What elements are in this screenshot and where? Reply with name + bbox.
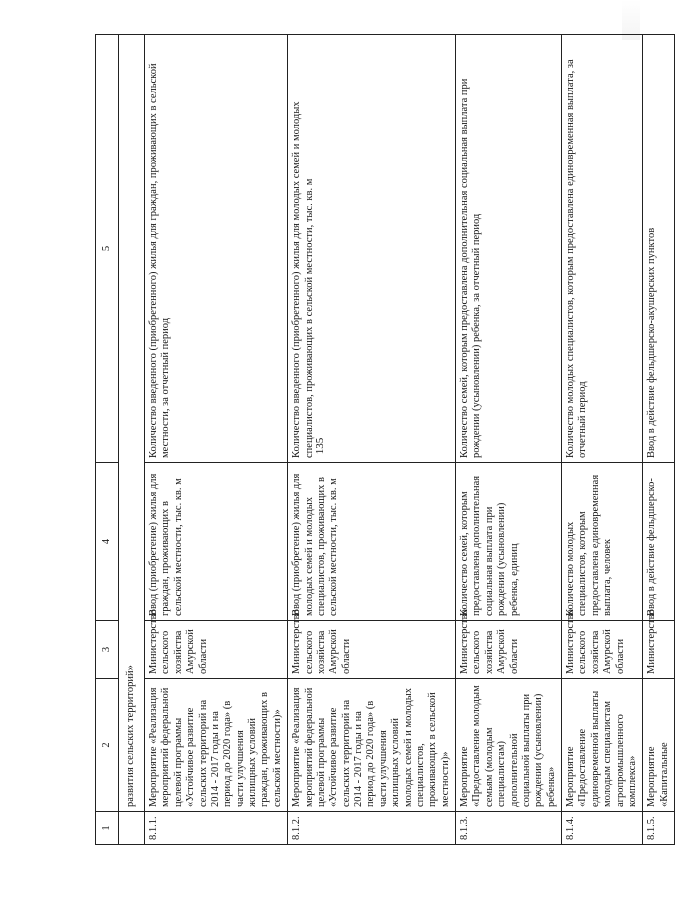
row-number: 8.1.5. [643, 812, 675, 845]
executor-cell: Министерство сельского хозяйства Амурской области [562, 621, 643, 679]
method-cell: Количество введенного (приобретенного) жилья для граждан, проживающих в сельской местности, за отчетный период [145, 35, 288, 463]
indicator-cell: Ввод (приобретение) жилья для граждан, проживающих в сельской местности, тыс. кв. м [145, 463, 288, 621]
executor-cell: Министерство [643, 621, 675, 679]
column-header-3: 3 [96, 621, 119, 679]
executor-cell: Министерство сельского хозяйства Амурской области [456, 621, 562, 679]
event-cell: Мероприятие «Реализация мероприятий федеральной целевой программы «Устойчивое развитие сельских территорий на 2014 - 2017 годы и на период до 2020 года» (в части улучшения жилищных условий граждан, проживающих в сельской местности)» [145, 679, 288, 812]
table-row [643, 35, 675, 845]
header-row [96, 35, 119, 845]
column-header-5: 5 [96, 35, 119, 463]
page-number: 135 [314, 437, 326, 455]
executor-cell: Министерство сельского хозяйства Амурской области [288, 621, 456, 679]
column-header-1: 1 [96, 812, 119, 845]
section-title: развития сельских территорий» [119, 35, 145, 812]
method-cell: Количество молодых специалистов, которым предоставлена единовременная выплата, за отчетный период [562, 35, 643, 463]
program-measures-table [95, 34, 675, 845]
event-cell: Мероприятие «Реализация мероприятий федеральной целевой программы «Устойчивое развитие сельских территорий на 2014 - 2017 годы и на период до 2020 года» (в части улучшения жилищных условий молодых семей и молодых специалистов, проживающих в сельской местности)» [288, 679, 456, 812]
section-row [119, 35, 145, 845]
indicator-cell: Количество семей, которым предоставлена дополнительная социальная выплата при рождении (усыновлении) ребенка, единиц [456, 463, 562, 621]
table-row [456, 35, 562, 845]
rotated-table-wrapper [95, 35, 670, 845]
table-row [288, 35, 456, 845]
column-header-4: 4 [96, 463, 119, 621]
row-number: 8.1.2. [288, 812, 456, 845]
row-number: 8.1.3. [456, 812, 562, 845]
executor-cell: Министерство сельского хозяйства Амурской области [145, 621, 288, 679]
indicator-cell: Количество молодых специалистов, которым предоставлена единовременная выплата, человек [562, 463, 643, 621]
event-cell: Мероприятие «Предоставление молодым семьям (молодым специалистам) дополнительной социальной выплаты при рождении (усыновлении) ребенка» [456, 679, 562, 812]
column-header-2: 2 [96, 679, 119, 812]
event-cell: Мероприятие «Капитальные [643, 679, 675, 812]
method-cell: Количество семей, которым предоставлена дополнительная социальная выплата при рождении (усыновлении) ребенка, за отчетный период [456, 35, 562, 463]
method-cell: Ввод в действие фельдшерско-акушерских пунктов [643, 35, 675, 463]
indicator-cell: Ввод (приобретение) жилья для молодых семей и молодых специалистов, проживающих в сельской местности, тыс. кв. м [288, 463, 456, 621]
event-cell: Мероприятие «Предоставление единовременной выплаты молодым специалистам агропромышленного комплекса» [562, 679, 643, 812]
indicator-cell: Ввод в действие фельдшерско- [643, 463, 675, 621]
method-cell: Количество введенного (приобретенного) жилья для молодых семей и молодых специалистов, проживающих в сельской местности, тыс. кв. м [288, 35, 456, 463]
table-row [145, 35, 288, 845]
row-number: 8.1.1. [145, 812, 288, 845]
table-row [562, 35, 643, 845]
row-number: 8.1.4. [562, 812, 643, 845]
